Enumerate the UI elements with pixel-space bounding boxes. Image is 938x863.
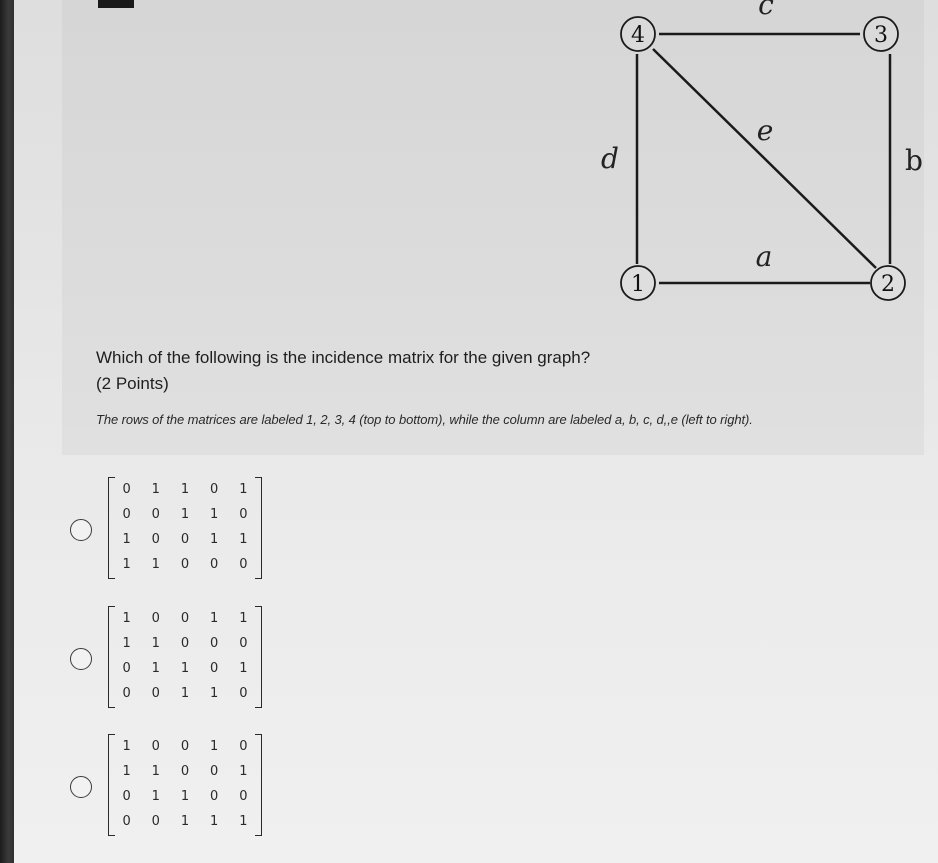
matrix-cell: 0: [122, 661, 131, 676]
edge-label-c: c: [758, 0, 774, 21]
matrix-cell: 0: [151, 507, 160, 522]
matrix-cell: 0: [122, 507, 131, 522]
matrix-cell: 0: [239, 789, 248, 804]
matrix-cell: 1: [151, 482, 160, 497]
node-3: [864, 17, 898, 51]
radio-button[interactable]: [70, 519, 92, 541]
matrix-cell: 1: [210, 611, 219, 626]
svg-text:3: 3: [874, 23, 888, 48]
incidence-matrix: [108, 606, 262, 708]
svg-text:2: 2: [881, 272, 895, 297]
radio-button[interactable]: [70, 776, 92, 798]
matrix-cell: 1: [180, 507, 190, 522]
matrix-cell: 1: [122, 557, 131, 572]
matrix-cell: 0: [122, 789, 131, 804]
edge-label-d: d: [601, 142, 619, 175]
matrix-cell: 0: [151, 686, 160, 701]
matrix-cell: 0: [239, 507, 248, 522]
matrix-cell: 1: [151, 661, 160, 676]
right-bracket: [255, 606, 262, 708]
matrix-cell: 1: [239, 814, 248, 829]
matrix-cell: 1: [180, 661, 190, 676]
matrix-cell: 1: [180, 789, 190, 804]
edge-label-a: a: [755, 240, 773, 273]
matrix-cell: 0: [151, 611, 160, 626]
matrix-cell: 0: [122, 814, 131, 829]
matrix-cell: 0: [180, 532, 190, 547]
node-1: [621, 266, 655, 300]
matrix-cell: 0: [180, 611, 190, 626]
matrix-cell: 0: [180, 739, 190, 754]
matrix-cell: 1: [210, 814, 219, 829]
question-points: (2 Points): [96, 374, 169, 393]
matrix-cell: 1: [210, 739, 219, 754]
matrix-cell: 1: [151, 789, 160, 804]
matrix-cell: 0: [239, 739, 248, 754]
matrix-cell: 1: [122, 764, 131, 779]
matrix-cell: 0: [239, 686, 248, 701]
matrix-cell: 1: [239, 661, 248, 676]
edge-label-b: b: [905, 144, 923, 177]
answer-option-3[interactable]: [70, 734, 280, 849]
incidence-matrix: [108, 477, 262, 579]
matrix-cell: 1: [151, 764, 160, 779]
edge-e-line: [653, 49, 876, 268]
matrix-cell: 0: [151, 814, 160, 829]
matrix-cell: 1: [180, 686, 190, 701]
matrix-cell: 0: [210, 764, 219, 779]
matrix-cell: 1: [122, 739, 131, 754]
matrix-cell: 0: [239, 636, 248, 651]
matrix-cell: 1: [151, 636, 160, 651]
matrix-cell: 1: [122, 611, 131, 626]
matrix-cell: 1: [180, 814, 190, 829]
matrix-cell: 1: [122, 636, 131, 651]
answer-option-1[interactable]: [70, 477, 280, 592]
node-4: [621, 17, 655, 51]
svg-text:1: 1: [631, 272, 645, 297]
matrix-cell: 1: [210, 686, 219, 701]
matrix-cell: 0: [180, 764, 190, 779]
dark-block: [98, 0, 134, 8]
question-text: Which of the following is the incidence matrix for the given graph?: [96, 348, 591, 367]
matrix-cell: 0: [151, 532, 160, 547]
matrix-cell: 0: [210, 482, 219, 497]
node-2: [871, 266, 905, 300]
radio-button[interactable]: [70, 648, 92, 670]
matrix-cell: 1: [239, 482, 248, 497]
matrix-cell: 0: [210, 636, 219, 651]
right-bracket: [255, 734, 262, 836]
matrix-cell: 1: [239, 532, 248, 547]
matrix-cell: 0: [122, 686, 131, 701]
matrix-cell: 1: [239, 611, 248, 626]
right-bracket: [255, 477, 262, 579]
answer-option-2[interactable]: [70, 606, 280, 721]
question-note: The rows of the matrices are labeled 1, 2, 3, 4 (top to bottom), while the column are labeled a, b, c, d,,e (left to right).: [96, 412, 753, 427]
incidence-matrix: [108, 734, 262, 836]
matrix-cell: 0: [239, 557, 248, 572]
matrix-cell: 1: [180, 482, 190, 497]
matrix-cell: 0: [180, 557, 190, 572]
matrix-cell: 1: [122, 532, 131, 547]
matrix-cell: 0: [210, 661, 219, 676]
matrix-cell: 1: [151, 557, 160, 572]
matrix-cell: 0: [210, 789, 219, 804]
matrix-cell: 0: [210, 557, 219, 572]
matrix-cell: 1: [210, 507, 219, 522]
edge-label-e: e: [756, 114, 774, 147]
matrix-cell: 0: [180, 636, 190, 651]
graph-figure: [580, 0, 923, 305]
matrix-cell: 1: [210, 532, 219, 547]
matrix-cell: 1: [239, 764, 248, 779]
matrix-cell: 0: [151, 739, 160, 754]
svg-text:4: 4: [631, 23, 645, 48]
matrix-cell: 0: [122, 482, 131, 497]
left-edge: [0, 0, 14, 863]
